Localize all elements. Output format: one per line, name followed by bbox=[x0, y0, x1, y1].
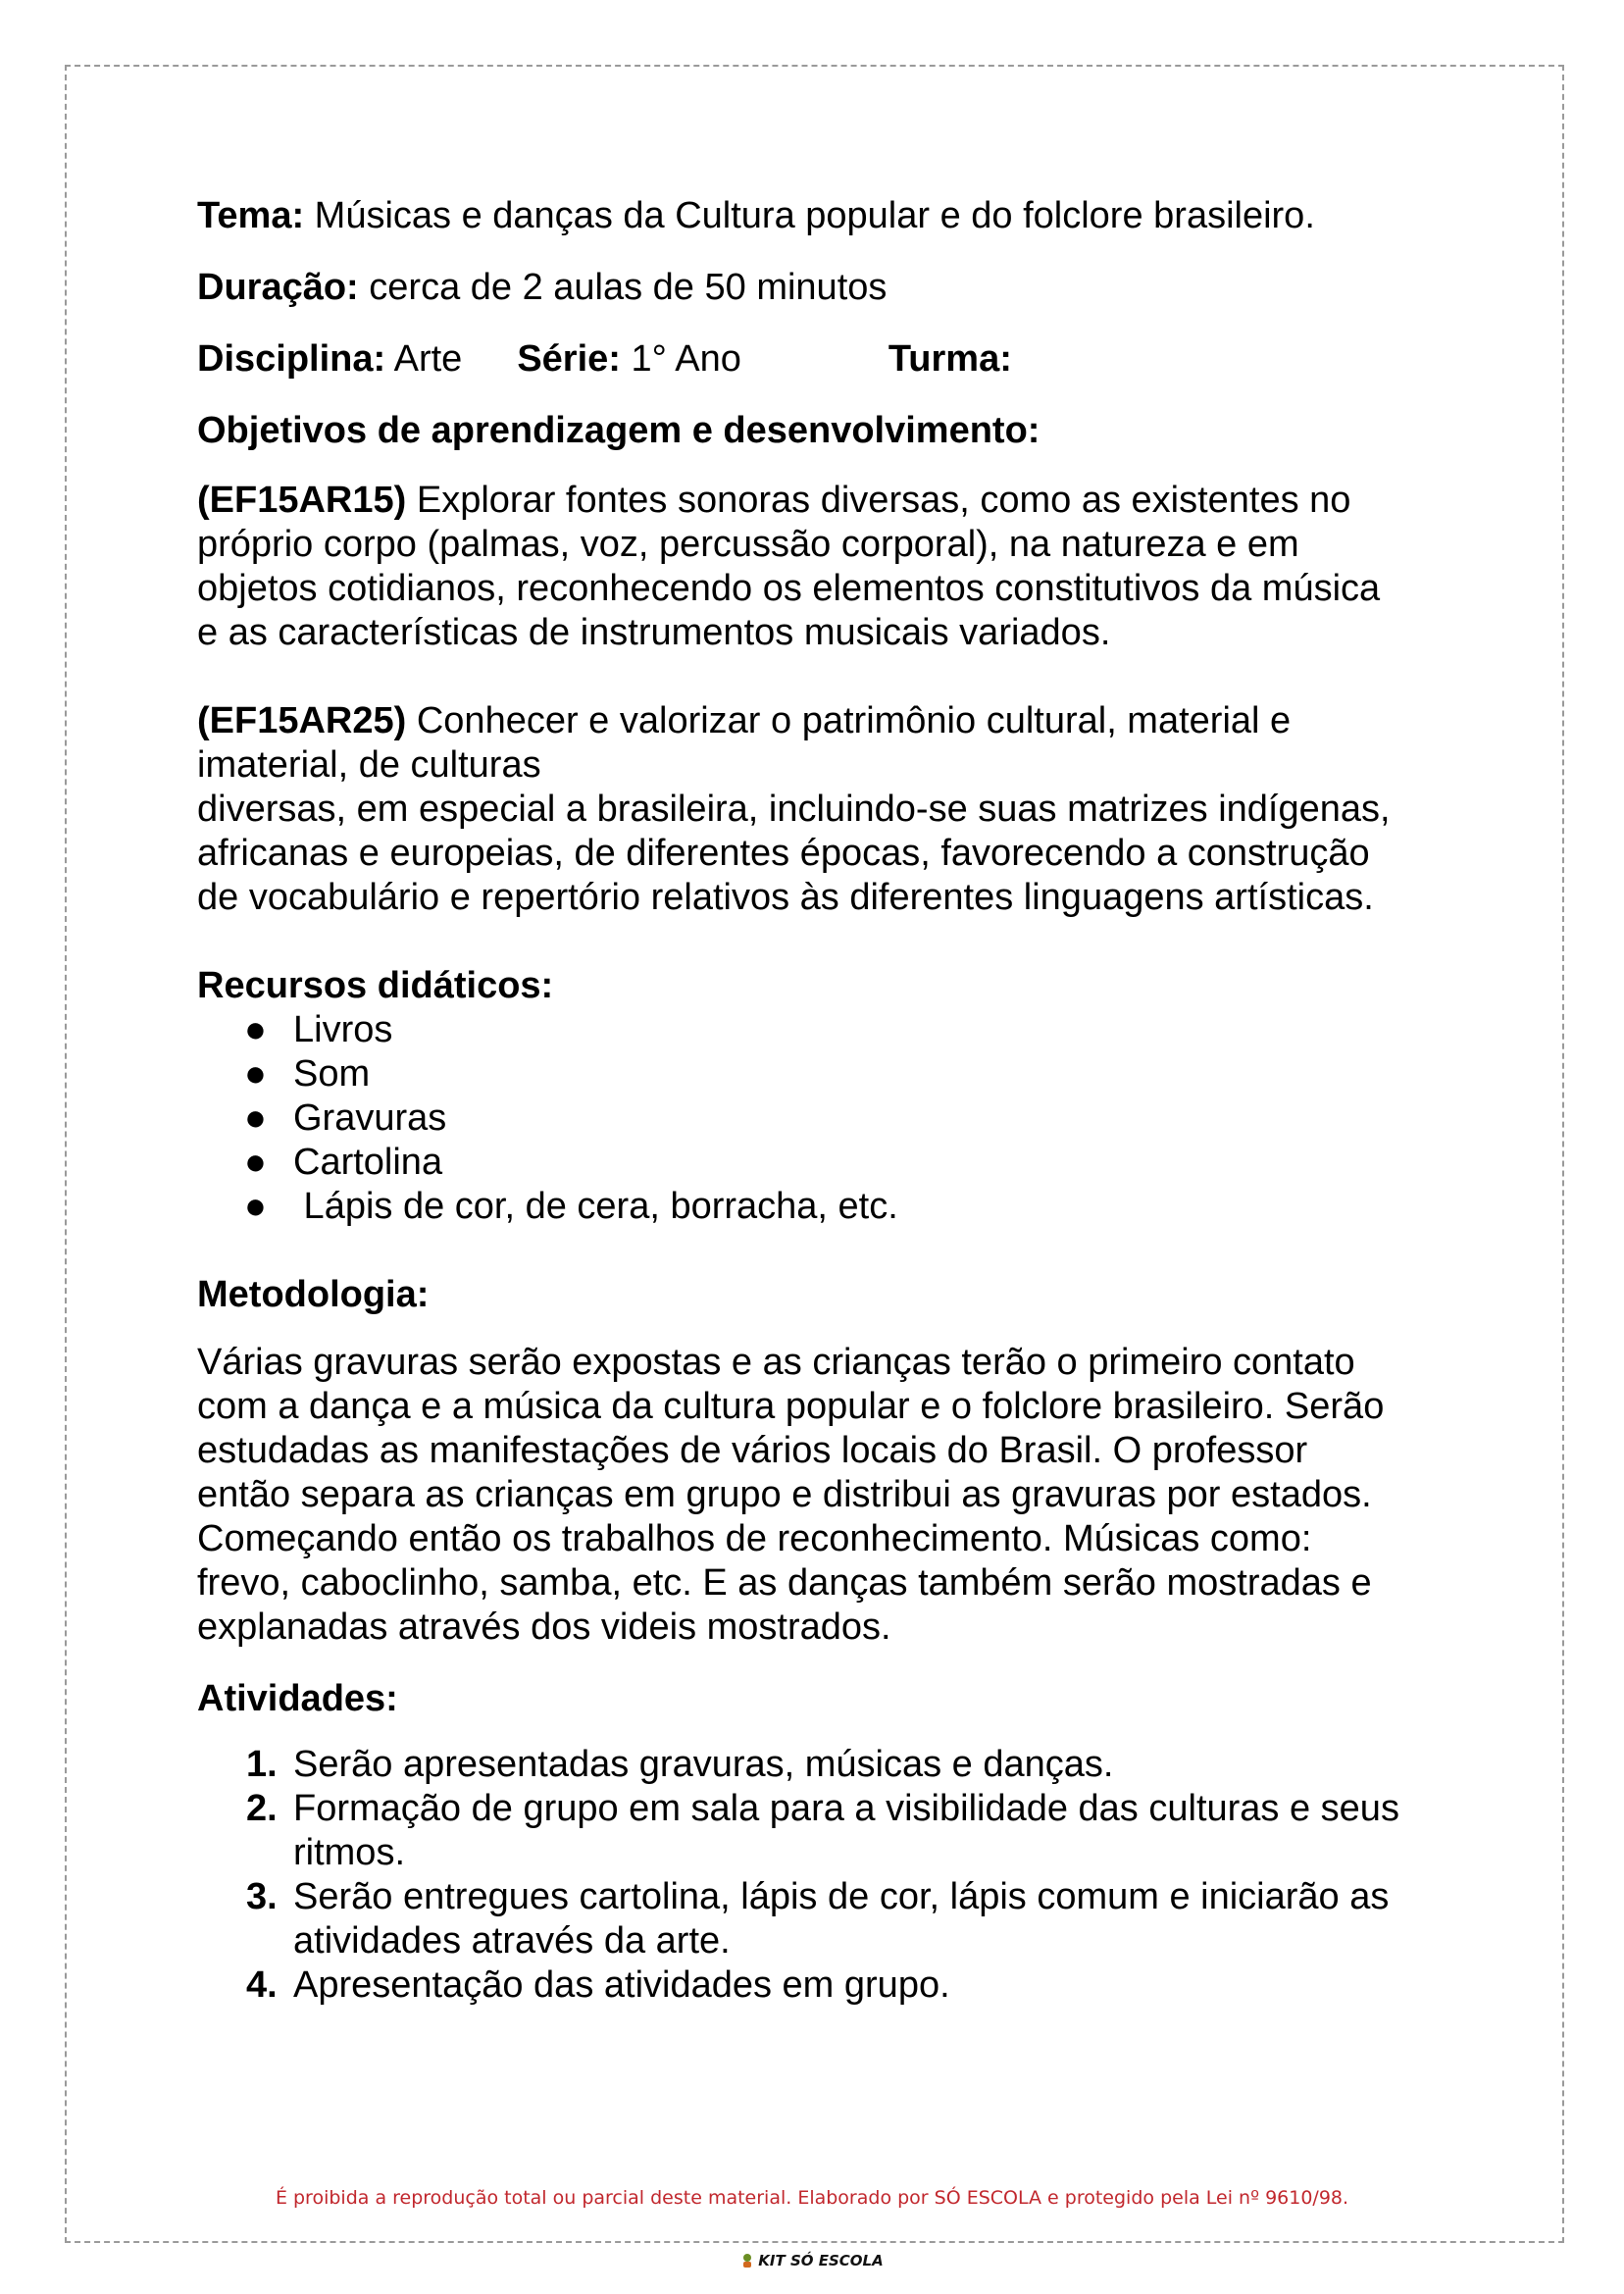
list-item bbox=[244, 1141, 1472, 1185]
activity-line: ritmos. bbox=[293, 1832, 405, 1873]
duracao-line bbox=[197, 266, 1472, 310]
objective-text-line: de vocabulário e repertório relativos às diferentes linguagens artísticas. bbox=[197, 877, 1374, 918]
resource-label: Livros bbox=[293, 1009, 393, 1050]
list-item bbox=[246, 1963, 1472, 2008]
copyright-notice: É proibida a reprodução total ou parcial deste material. Elaborado por SÓ ESCOLA e protegido pela Lei nº 9610/98. bbox=[275, 2187, 1349, 2209]
tema-label: Tema: bbox=[197, 195, 305, 236]
list-item bbox=[244, 1052, 1472, 1096]
activity-line: atividades através da arte. bbox=[293, 1920, 731, 1962]
objective-text-line: Conhecer e valorizar o patrimônio cultural, material e bbox=[406, 700, 1292, 741]
activity-line: Apresentação das atividades em grupo. bbox=[293, 1964, 950, 2006]
serie-value: 1° Ano bbox=[620, 338, 741, 380]
tema-value: Músicas e danças da Cultura popular e do folclore brasileiro. bbox=[304, 195, 1315, 236]
methodology-line: Várias gravuras serão expostas e as crianças terão o primeiro contato bbox=[197, 1342, 1355, 1383]
brand-logo bbox=[0, 2252, 1624, 2269]
activities-title: Atividades: bbox=[197, 1678, 398, 1719]
resources-list bbox=[197, 1008, 1472, 1229]
disciplina-line bbox=[197, 337, 1472, 382]
list-item bbox=[244, 1096, 1472, 1141]
lesson-plan bbox=[197, 194, 1472, 2008]
activity-line: Serão entregues cartolina, lápis de cor, lápis comum e iniciarão as bbox=[293, 1876, 1390, 1917]
methodology-line: explanadas através dos videis mostrados. bbox=[197, 1606, 891, 1648]
objective-text-line: diversas, em especial a brasileira, incluindo-se suas matrizes indígenas, bbox=[197, 789, 1391, 830]
brand-name: KIT SÓ ESCOLA bbox=[758, 2252, 884, 2269]
objective-text-line: objetos cotidianos, reconhecendo os elementos constitutivos da música bbox=[197, 568, 1381, 609]
objective-text-line: e as características de instrumentos musicais variados. bbox=[197, 612, 1111, 653]
methodology-text bbox=[197, 1341, 1472, 1650]
mascot-icon bbox=[740, 2253, 754, 2269]
serie-label: Série: bbox=[517, 338, 621, 380]
bullet-icon: ● bbox=[244, 1009, 267, 1050]
resource-label: Lápis de cor, de cera, borracha, etc. bbox=[293, 1186, 898, 1227]
objective-code: (EF15AR25) bbox=[197, 700, 407, 741]
turma-label: Turma: bbox=[888, 338, 1012, 380]
list-item bbox=[244, 1008, 1472, 1052]
bullet-icon: ● bbox=[244, 1053, 267, 1095]
tema-line bbox=[197, 194, 1472, 238]
resources-title: Recursos didáticos: bbox=[197, 965, 554, 1006]
duracao-value: cerca de 2 aulas de 50 minutos bbox=[358, 267, 888, 308]
item-number: 1. bbox=[246, 1744, 278, 1785]
objective-text-line: imaterial, de culturas bbox=[197, 744, 541, 786]
methodology-line: então separa as crianças em grupo e distribui as gravuras por estados. bbox=[197, 1474, 1372, 1515]
objective-text-line: próprio corpo (palmas, voz, percussão corporal), na natureza e em bbox=[197, 524, 1299, 565]
objective-ef15ar15 bbox=[197, 479, 1472, 655]
methodology-line: estudadas as manifestações de vários locais do Brasil. O professor bbox=[197, 1430, 1308, 1471]
disciplina-value: Arte bbox=[385, 338, 463, 380]
item-number: 2. bbox=[246, 1788, 278, 1829]
bullet-icon: ● bbox=[244, 1142, 267, 1183]
list-item bbox=[246, 1787, 1472, 1875]
resource-label: Cartolina bbox=[293, 1142, 443, 1183]
item-number: 4. bbox=[246, 1964, 278, 2006]
activity-line: Serão apresentadas gravuras, músicas e danças. bbox=[293, 1744, 1114, 1785]
item-number: 3. bbox=[246, 1876, 278, 1917]
duracao-label: Duração: bbox=[197, 267, 359, 308]
activity-line: Formação de grupo em sala para a visibilidade das culturas e seus bbox=[293, 1788, 1399, 1829]
methodology-line: Começando então os trabalhos de reconhecimento. Músicas como: bbox=[197, 1518, 1312, 1559]
list-item bbox=[246, 1743, 1472, 1787]
methodology-line: com a dança e a música da cultura popular e o folclore brasileiro. Serão bbox=[197, 1386, 1385, 1427]
objective-text-line: africanas e europeias, de diferentes épocas, favorecendo a construção bbox=[197, 833, 1370, 874]
bullet-icon: ● bbox=[244, 1186, 267, 1227]
activities-list bbox=[197, 1743, 1472, 2008]
methodology-title: Metodologia: bbox=[197, 1274, 430, 1315]
objective-text-line: Explorar fontes sonoras diversas, como as existentes no bbox=[406, 480, 1351, 521]
bullet-icon: ● bbox=[244, 1097, 267, 1139]
objectives-title: Objetivos de aprendizagem e desenvolvimento: bbox=[197, 410, 1040, 451]
disciplina-label: Disciplina: bbox=[197, 338, 386, 380]
resource-label: Gravuras bbox=[293, 1097, 447, 1139]
list-item bbox=[246, 1875, 1472, 1963]
list-item bbox=[244, 1185, 1472, 1229]
methodology-line: frevo, caboclinho, samba, etc. E as danças também serão mostradas e bbox=[197, 1562, 1372, 1604]
objective-code: (EF15AR15) bbox=[197, 480, 407, 521]
resource-label: Som bbox=[293, 1053, 371, 1095]
objective-ef15ar25 bbox=[197, 699, 1472, 920]
